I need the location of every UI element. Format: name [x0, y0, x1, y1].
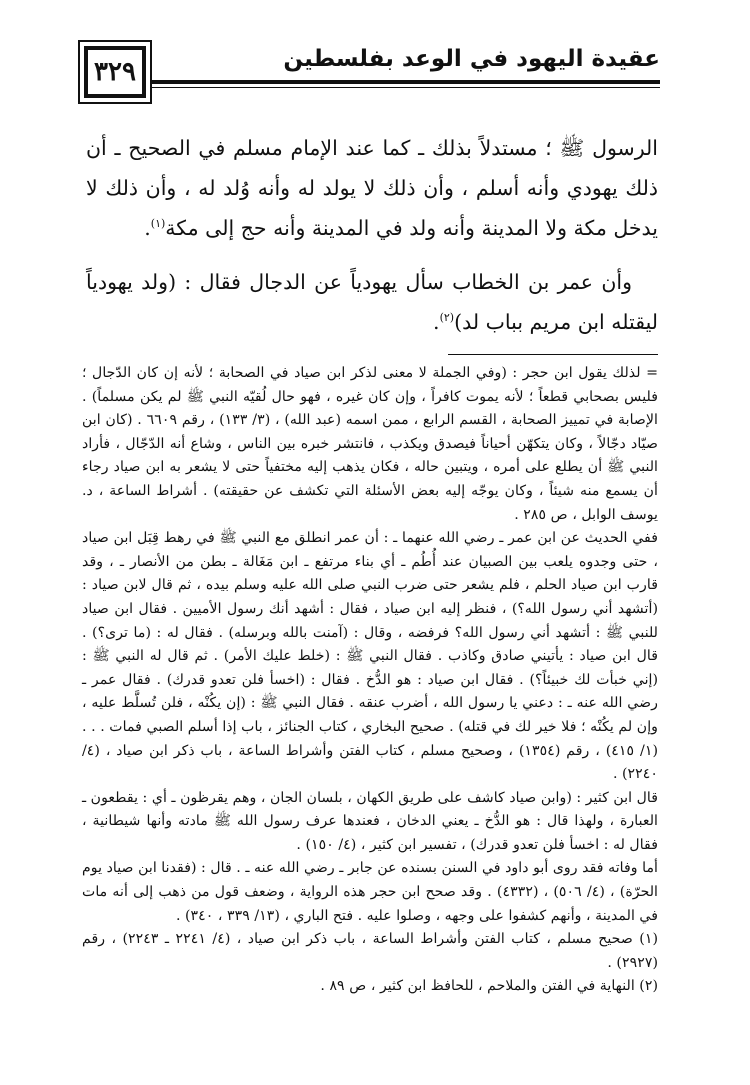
- header-rule: [152, 80, 660, 84]
- footnote-divider: [448, 354, 658, 355]
- note-death: أما وفاته فقد روى أبو داود في السنن بسنده عن جابر ـ رضي الله عنه ـ . قال : (فقدنا ابن صياد يوم الحرّة) ، (٤/ ٥٠٦) ، (٤٣٣٢) . وقد صحح ابن حجر هذه الرواية ، وضعف قول من ذهب إلى أنه مات في المدينة ، وأنهم كشفوا على وجهه ، وصلوا عليه . فتح الباري ، (١٣/ ٣٣٩ ، ٣٤٠) .: [82, 860, 658, 924]
- note-ibn-kathir: قال ابن كثير : (وابن صياد كاشف على طريق الكهان ، بلسان الجان ، وهم يقرظون ـ أي : يقطعون ـ العبارة ، ولهذا قال : هو الدُّخ ـ يعني الدخان ، فعندها عرف رسول الله ﷺ مادته وأنها شيطانية ، فقال له : اخسأ فلن تعدو قدرك) ، تفسير ابن كثير ، (٤/ ١٥٠) .: [82, 789, 658, 853]
- paragraph-2: [86, 262, 658, 342]
- header-rule-thin: [152, 87, 660, 88]
- footnote-1: (١) صحيح مسلم ، كتاب الفتن وأشراط الساعة ، باب ذكر ابن صياد ، (٤/ ٢٢٤١ ـ ٢٢٤٣) ، رقم (٢٩٢٧) .: [82, 931, 658, 971]
- paragraph-1-text: الرسول ﷺ ؛ مستدلاً بذلك ـ كما عند الإمام مسلم في الصحيح ـ أن ذلك يهودي وأنه أسلم ، وأن ذلك لا يولد له وأنه وُلد له ، وأن ذلك لا يدخل مكة ولا المدينة وأنه ولد في المدينة وأنه حج إلى مكة: [86, 136, 658, 240]
- footnotes: [82, 362, 658, 999]
- page-number-box: [78, 40, 152, 104]
- footnote-2: (٢) النهاية في الفتن والملاحم ، للحافظ ابن كثير ، ص ٨٩ .: [320, 978, 658, 995]
- page-number: ٣٢٩: [94, 57, 136, 87]
- note-hadith: ففي الحديث عن ابن عمر ـ رضي الله عنهما ـ : أن عمر انطلق مع النبي ﷺ في رهط قِبَل ابن صياد ، حتى وجدوه يلعب بين الصبيان عند أُطُم ـ أي بناء مرتفع ـ ابن مَغَالة ـ بطن من الأنصار ـ ، وقد قارب ابن صياد الحلم ، فلم يشعر حتى ضرب النبي صلى الله عليه وسلم بيده ، ثم قال لابن صياد : (أتشهد أني رسول الله؟) ، فنظر إليه ابن صياد ، فقال : أشهد أنك رسول الأميين . فقال ابن صياد للنبي ﷺ : أتشهد أني رسول الله؟ فرفضه ، وقال : (آمنت بالله وبرسله) . فقال له : (ما ترى؟) . قال ابن صياد : يأتيني صادق وكاذب . فقال النبي ﷺ : (خلط عليك الأمر) . ثم قال له النبي ﷺ : (إني خبأت لك خبيئاً؟) . فقال ابن صياد : هو الدُّخ . فقال : (اخسأ فلن تعدو قدرك) . فقال عمر ـ رضي الله عنه ـ : دعني يا رسول الله ، أضرب عنقه . فقال النبي ﷺ : (إن يكُنْه ، فلن تُسلَّط عليه ، وإن لم يكُنْه ؛ فلا خير لك في قتله) . صحيح البخاري ، كتاب الجنائز ، باب إذا أسلم الصبي فمات . . . (١/ ٤١٥) ، رقم (١٣٥٤) ، وصحيح مسلم ، كتاب الفتن وأشراط الساعة ، باب ذكر ابن صياد ، (٤/ ٢٢٤٠) .: [82, 530, 658, 783]
- paragraph-2-text: وأن عمر بن الخطاب سأل يهودياً عن الدجال فقال : (ولد يهودياً ليقتله ابن مريم بباب لد): [86, 270, 658, 334]
- footnote-ref-2: (٢): [439, 311, 455, 325]
- note-continued: = لذلك يقول ابن حجر : (وفي الجملة لا معنى لذكر ابن صياد في الصحابة ؛ لأنه إن كان الدّجال ؛ فليس بصحابي قطعاً ؛ لأنه يموت كافراً ، وإن كان غيره ، فهو حال لُقيّه النبي ﷺ لم يكن مسلماً) . الإصابة في تمييز الصحابة ، القسم الرابع ، ممن اسمه (عبد الله) ، (٣/ ١٣٣) ، رقم ٦٦٠٩ . (كان ابن صيّاد دجّالاً ، وكان يتكهّن أحياناً فيصدق ويكذب ، فانتشر خبره بين الناس ، وشاع أنه الدّجّال ، فأراد النبي ﷺ أن يطلع على أمره ، ويتبين حاله ، فكان يذهب إليه مختفياً حتى لا يشعر به ابن صياد رجاء أن يسمع منه شيئاً ، وكان يوجّه إليه بعض الأسئلة التي تكشف عن حقيقته) . أشراط الساعة ، د. يوسف الوابل ، ص ٢٨٥ .: [82, 365, 658, 523]
- footnote-ref-1: (١): [150, 217, 166, 231]
- paragraph-1: [86, 128, 658, 248]
- paragraph-1-end: .: [144, 216, 151, 240]
- book-title: عقيدة اليهود في الوعد بفلسطين: [283, 46, 660, 72]
- paragraph-2-end: .: [433, 310, 440, 334]
- main-text: [86, 128, 658, 356]
- page-header: [78, 40, 660, 110]
